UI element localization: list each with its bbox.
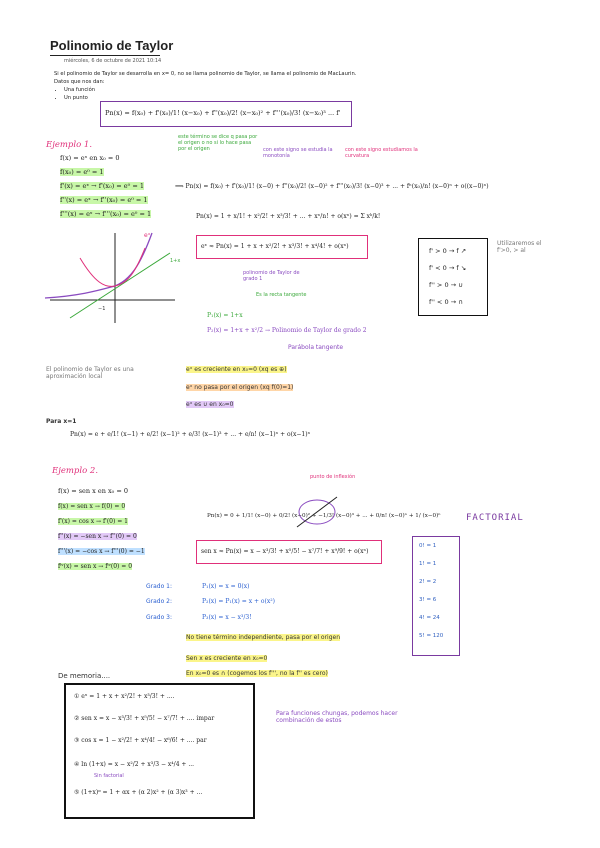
ejemplo1-pn: Pn(x) = 1 + x/1! + x²/2! + x³/3! + ... + xⁿ/n! + o(xⁿ) = Σ xᵏ/k! — [196, 213, 381, 220]
ejemplo1-boxed-formula: eˣ ≈ Pn(x) = 1 + x + x²/2! + x³/3! + x⁴/4! + o(xⁿ) — [201, 243, 349, 250]
memoria-heading: De memoria.... — [58, 672, 111, 680]
memoria-side-note: Para funciones chungas, podemos hacer combinación de estos — [276, 710, 398, 724]
ej2-fact: En x₀=0 es ∩ (cogemos los f''', no la f'' es cero) — [186, 670, 328, 677]
datos-label: Datos que nos dan: — [54, 79, 105, 85]
note-timestamp: miércoles, 6 de octubre de 2021 10:14 — [64, 58, 162, 64]
main-formula-box — [100, 101, 352, 127]
ejemplo2-step: fⁱᵛ(x) = sen x → fⁱᵛ(0) = 0 — [58, 563, 133, 570]
main-formula: Pn(x) = f(x₀) + f'(x₀)/1! (x−x₀) + f''(x₀)/2! (x−x₀)² + f'''(x₀)/3! (x−x₀)³ ... f' — [105, 109, 341, 117]
page-title: Polinomio de Taylor — [50, 38, 174, 53]
ej2-fact: Sen x es creciente en x₀=0 — [186, 655, 268, 662]
ejemplo2-boxed — [196, 540, 382, 564]
intro-line: Si el polinomio de Taylor se desarrolla en x= 0, no se llama polinomio de Taylor, se llama el polinomio de MacLaurin. — [54, 71, 357, 77]
factorial-row: 5! = 120 — [419, 633, 444, 639]
ejemplo2-step: f'''(x) = −cos x → f'''(0) = −1 — [58, 548, 145, 555]
factorial-row: 1! = 1 — [419, 561, 437, 567]
ejemplo1-p2: P₂(x) = 1+x + x²/2 → Polinomio de Taylor de grado 2 — [207, 327, 367, 334]
memoria-box — [64, 683, 255, 819]
para-x1-formula: Pn(x) = e + e/1! (x−1) + e/2! (x−1)² + e/3! (x−1)³ + ... + e/n! (x−1)ⁿ + o(x−1)ⁿ — [70, 431, 311, 438]
exp-graph — [40, 228, 180, 328]
graph-label-ex: eˣ — [144, 232, 151, 239]
datos-list — [54, 86, 494, 102]
fact-convexa: eˣ es ∪ en x₀=0 — [186, 401, 234, 408]
intro-text — [54, 70, 494, 102]
ejemplo2-step: f(x) = sen x → f(0) = 0 — [58, 503, 126, 510]
ejemplo1-heading: Ejemplo 1. — [46, 140, 93, 150]
grado-value: P₂(x) = P₁(x) = x + o(x²) — [202, 598, 276, 605]
ejemplo2-def: f(x) = sen x en x₀ = 0 — [58, 487, 128, 495]
ejemplo2-step: f'(x) = cos x → f'(0) = 1 — [58, 518, 128, 525]
ejemplo2-heading: Ejemplo 2. — [52, 466, 99, 476]
graph-label-neg: −1 — [98, 306, 106, 312]
rules-note: Utilizaremos el f'>0, > al — [497, 240, 542, 254]
ejemplo1-step: f(x₀) = e⁰ = 1 — [60, 168, 104, 176]
fact-origen: eˣ no pasa por el origen (xq f(0)=1) — [186, 384, 294, 391]
grado-label: Grado 2: — [146, 598, 173, 605]
factorial-table — [412, 536, 460, 656]
memoria-item: ① eˣ = 1 + x + x²/2! + x³/3! + .... — [74, 693, 175, 700]
derivative-rules-box — [418, 238, 488, 316]
inflexion-sketch — [292, 492, 342, 532]
rule-row: f'' < 0 → ∩ — [429, 298, 463, 306]
factorial-row: 4! = 24 — [419, 615, 440, 621]
ejemplo2-step: f''(x) = −sen x → f''(0) = 0 — [58, 533, 137, 540]
ejemplo1-step: f''(x) = eˣ → f''(x₀) = e⁰ = 1 — [60, 196, 148, 204]
rule-row: f' < 0 → f ↘ — [429, 264, 467, 272]
ejemplo1-step: f'(x) = eˣ → f'(x₀) = e⁰ = 1 — [60, 182, 144, 190]
ejemplo1-def: f(x) = eˣ en x₀ = 0 — [60, 154, 120, 162]
ejemplo1-step: f'''(x) = eˣ → f'''(x₀) = e⁰ = 1 — [60, 210, 152, 218]
grado-value: P₃(x) = x − x³/3! — [202, 614, 252, 621]
list-item: • Un punto — [64, 94, 494, 102]
ejemplo2-expansion: Pn(x) = 0 + 1/1! (x−0) + 0/2! (x−0)² + −1/3! (x−0)³ + ... + 0/n! (x−0)ⁿ + 1/ (x−0)ⁿ — [207, 513, 441, 519]
fact-creciente: eˣ es creciente en x₀=0 (xq es ⊕) — [186, 366, 287, 373]
list-item: • Una función — [64, 86, 494, 94]
factorial-row: 3! = 6 — [419, 597, 437, 603]
grado-label: Grado 3: — [146, 614, 173, 621]
annotation-sin-factorial: Sin factorial — [94, 773, 124, 779]
title-underline — [50, 55, 160, 56]
annotation-curvatura: con este signo estudiamos la curvatura — [345, 147, 418, 159]
factorial-row: 2! = 2 — [419, 579, 437, 585]
factorial-row: 0! = 1 — [419, 543, 437, 549]
memoria-item: ② sen x = x − x³/3! + x⁵/5! − x⁷/7! + .... impar — [74, 715, 215, 722]
ejemplo1-boxed — [196, 235, 368, 259]
annotation-tangente: Es la recta tangente — [256, 292, 307, 298]
grado-label: Grado 1: — [146, 583, 173, 590]
rule-row: f' > 0 → f ↗ — [429, 247, 467, 255]
memoria-item: ③ cos x = 1 − x²/2! + x⁴/4! − x⁶/6! + .... par — [74, 737, 207, 744]
ejemplo1-p1: P₁(x) = 1+x — [207, 312, 243, 319]
factorial-word: FACTORIAL — [466, 513, 524, 523]
grado-value: P₁(x) = x = 0(x) — [202, 583, 250, 590]
graph-label-line: 1+x — [170, 258, 181, 264]
annotation-parabola: Parábola tangente — [288, 344, 344, 351]
memoria-item: ⑤ (1+x)ᵅ = 1 + αx + (α 2)x² + (α 3)x³ + ... — [74, 789, 203, 796]
para-x1-label: Para x=1 — [46, 418, 77, 425]
annotation-independiente: este término se dice q pasa por el origen o no si lo hace pasa por el origen — [178, 134, 258, 152]
ejemplo2-boxed-formula: sen x ≈ Pn(x) = x − x³/3! + x⁵/5! − x⁷/7! + x⁹/9! + o(xⁿ) — [201, 548, 369, 555]
rule-row: f'' > 0 → ∪ — [429, 281, 463, 289]
ej2-fact: No tiene término independiente, pasa por el origen — [186, 634, 340, 641]
ejemplo1-expansion: ⟹ Pn(x) = f(x₀) + f'(x₀)/1! (x−0) + f''(x₀)/2! (x−0)² + f'''(x₀)/3! (x−0)³ + ... + fⁿ(x₀)/n! (x−0)ⁿ + o((x−0)ⁿ) — [175, 183, 489, 190]
memoria-item: ④ ln (1+x) = x − x²/2 + x³/3 − x⁴/4 + ... — [74, 761, 195, 768]
annotation-grado1: polinomio de Taylor de grado 1 — [243, 270, 300, 282]
annotation-inflexion: punto de inflexión — [310, 474, 356, 480]
local-approx-note: El polinomio de Taylor es una aproximación local — [46, 366, 134, 380]
annotation-monotonia: con este signo se estudia la monotonía — [263, 147, 333, 159]
